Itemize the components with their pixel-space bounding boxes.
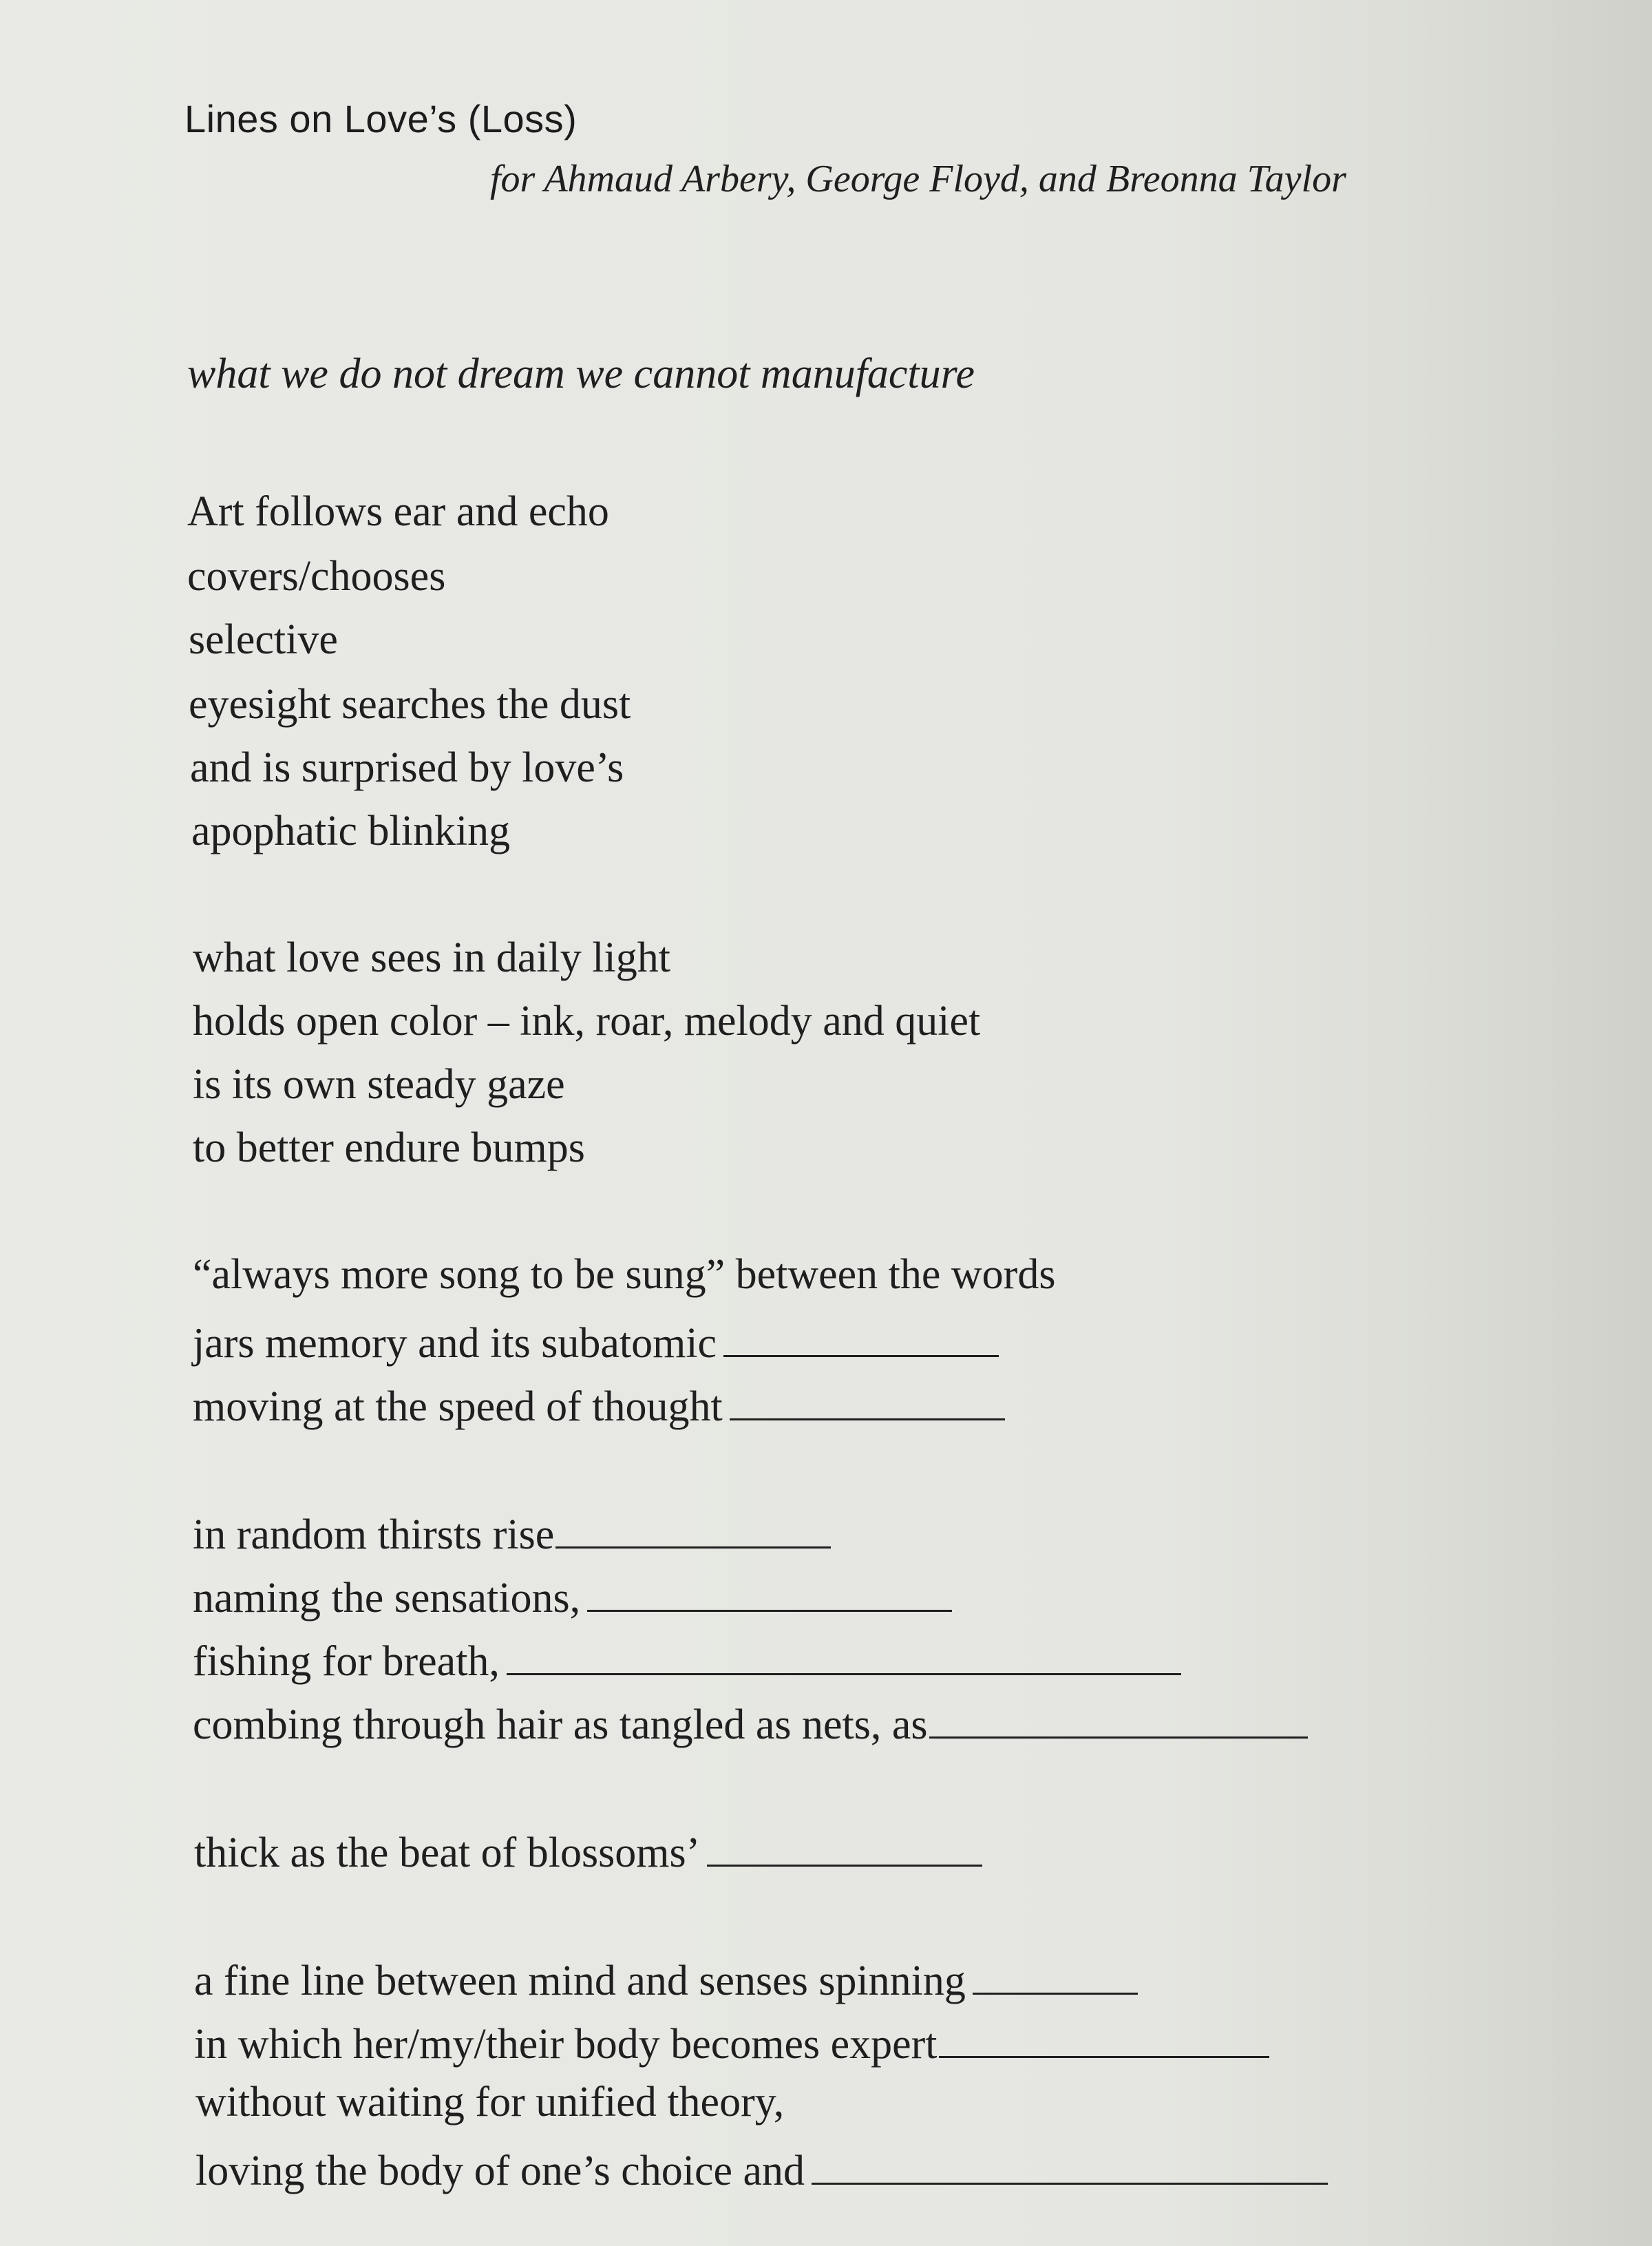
poem-line: selective [189,616,338,663]
fill-in-blank [707,1826,982,1867]
poem-line: thick as the beat of blossoms’ [194,1826,982,1874]
poem-line: fishing for breath, [193,1635,1181,1683]
poem-line: apophatic blinking [191,808,511,854]
poem-line: a fine line between mind and senses spinning [194,1954,1138,2002]
poem-line: eyesight searches the dust [189,681,631,728]
fill-in-blank [723,1316,999,1357]
fill-in-blank [973,1954,1138,1995]
poem-line: holds open color – ink, roar, melody and quiet [193,998,981,1045]
poem-line: covers/chooses [187,553,446,600]
fill-in-blank [812,2144,1328,2185]
poem-line: loving the body of one’s choice and [195,2144,1328,2192]
fill-in-blank [939,2017,1269,2058]
poem-line: to better endure bumps [193,1124,585,1171]
poem-line: moving at the speed of thought [193,1380,1005,1428]
poem-epigraph: what we do not dream we cannot manufacture [187,350,975,397]
poem-line: jars memory and its subatomic [193,1316,999,1365]
poem-line: combing through hair as tangled as nets, as [193,1698,1308,1746]
poem-line: what love sees in daily light [193,934,670,981]
poem-line: in which her/my/their body becomes expert [194,2017,1269,2066]
poem-line: and is surprised by love’s [190,744,624,791]
poem-line: Art follows ear and echo [187,488,609,535]
poem-line: is its own steady gaze [193,1061,565,1108]
poem-line: without waiting for unified theory, [195,2079,785,2126]
fill-in-blank [587,1571,952,1612]
fill-in-blank [929,1698,1308,1739]
fill-in-blank [555,1508,831,1549]
fill-in-blank [730,1380,1005,1420]
poem-line: naming the sensations, [193,1571,952,1619]
poem-title: Lines on Love’s (Loss) [184,97,578,140]
fill-in-blank [507,1635,1181,1675]
poem-line: “always more song to be sung” between the words [193,1251,1056,1298]
poem-line: in random thirsts rise [193,1508,831,1556]
poem-dedication: for Ahmaud Arbery, George Floyd, and Breonna Taylor [490,158,1346,200]
